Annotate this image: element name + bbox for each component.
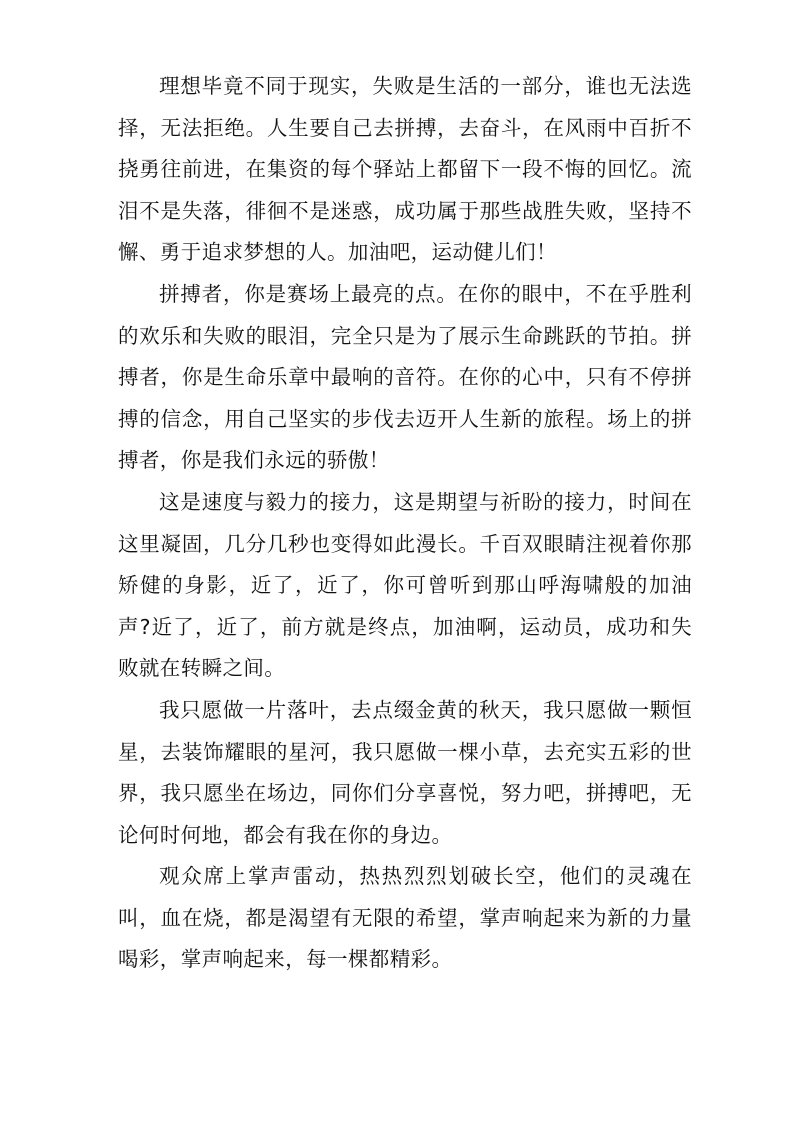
paragraph-1: 理想毕竟不同于现实，失败是生活的一部分，谁也无法选择，无法拒绝。人生要自己去拼搏，去奋斗，在风雨中百折不挠勇往前进，在集资的每个驿站上都留下一段不悔的回忆。流泪不是失落，徘徊不是迷惑，成功属于那些战胜失败，坚持不懈、勇于追求梦想的人。加油吧，运动健儿们！ (118, 74, 692, 265)
document-body (118, 66, 692, 981)
paragraph-2: 拼搏者，你是赛场上最亮的点。在你的眼中，不在乎胜利的欢乐和失败的眼泪，完全只是为了展示生命跳跃的节拍。拼搏者，你是生命乐章中最响的音符。在你的心中，只有不停拼搏的信念，用自己坚实的步伐去迈开人生新的旅程。场上的拼搏者，你是我们永远的骄傲！ (118, 281, 692, 473)
paragraph-3: 这是速度与毅力的接力，这是期望与祈盼的接力，时间在这里凝固，几分几秒也变得如此漫长。千百双眼睛注视着你那矫健的身影，近了，近了，你可曾听到那山呼海啸般的加油声?近了，近了，前方就是终点，加油啊，运动员，成功和失败就在转瞬之间。 (118, 489, 692, 681)
paragraph-4: 我只愿做一片落叶，去点缀金黄的秋天，我只愿做一颗恒星，去装饰耀眼的星河，我只愿做一棵小草，去充实五彩的世界，我只愿坐在场边，同你们分享喜悦，努力吧，拼搏吧，无论何时何地，都会有我在你的身边。 (118, 697, 692, 847)
paragraph-5: 观众席上掌声雷动，热热烈烈划破长空，他们的灵魂在叫，血在烧，都是渴望有无限的希望，掌声响起来为新的力量喝彩，掌声响起来，每一棵都精彩。 (118, 864, 692, 972)
